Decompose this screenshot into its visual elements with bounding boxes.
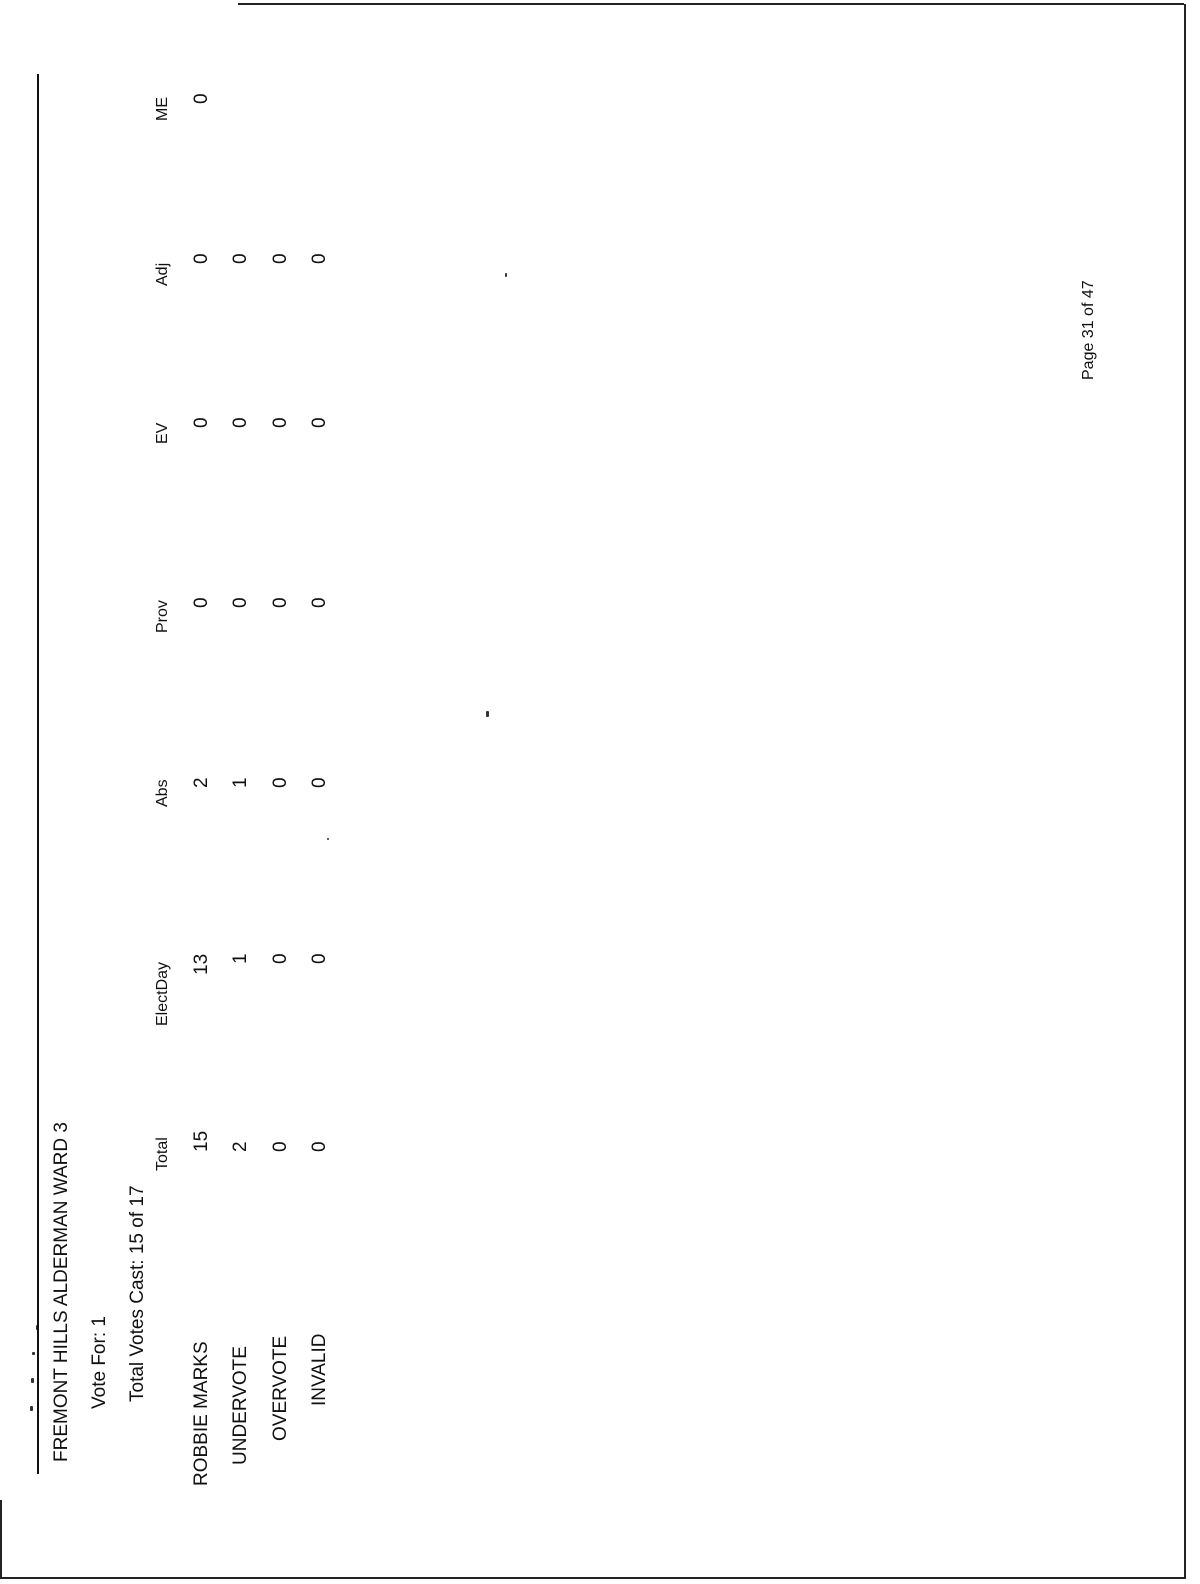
total-votes-cast: Total Votes Cast: 15 of 17 xyxy=(127,1185,148,1402)
cell-overvote-electday: 0 xyxy=(270,953,291,964)
cell-robbie-electday: 13 xyxy=(191,953,212,975)
column-header-prov: Prov xyxy=(154,600,171,633)
cell-robbie-me: 0 xyxy=(191,93,212,104)
cell-invalid-abs: 0 xyxy=(309,777,330,788)
cell-invalid-electday: 0 xyxy=(309,953,330,964)
cell-overvote-prov: 0 xyxy=(270,597,291,608)
row-label-invalid: INVALID xyxy=(309,1333,330,1406)
cell-robbie-ev: 0 xyxy=(191,417,212,428)
vote-for: Vote For: 1 xyxy=(89,1316,110,1409)
cell-overvote-abs: 0 xyxy=(270,777,291,788)
cell-undervote-adj: 0 xyxy=(230,253,251,264)
cell-invalid-prov: 0 xyxy=(309,597,330,608)
column-header-adj: Adj xyxy=(154,262,171,286)
cell-undervote-ev: 0 xyxy=(230,417,251,428)
cell-undervote-abs: 1 xyxy=(230,777,251,788)
row-label-overvote: OVERVOTE xyxy=(270,1335,291,1441)
cell-undervote-electday: 1 xyxy=(230,953,251,964)
column-header-abs: Abs xyxy=(154,779,171,807)
cell-robbie-abs: 2 xyxy=(191,777,212,788)
column-header-total: Total xyxy=(154,1137,171,1171)
cell-overvote-total: 0 xyxy=(270,1141,291,1152)
cell-invalid-ev: 0 xyxy=(309,417,330,428)
cell-robbie-adj: 0 xyxy=(191,253,212,264)
row-label-undervote: UNDERVOTE xyxy=(230,1346,251,1465)
cell-robbie-prov: 0 xyxy=(191,597,212,608)
contest-title: FREMONT HILLS ALDERMAN WARD 3 xyxy=(51,1122,72,1462)
cell-undervote-total: 2 xyxy=(230,1141,251,1152)
cell-overvote-ev: 0 xyxy=(270,417,291,428)
column-header-me: ME xyxy=(154,97,171,121)
cell-overvote-adj: 0 xyxy=(270,253,291,264)
cell-robbie-total: 15 xyxy=(191,1130,212,1152)
cell-invalid-total: 0 xyxy=(309,1141,330,1152)
page-number: Page 31 of 47 xyxy=(1080,280,1097,380)
column-header-electday: ElectDay xyxy=(154,961,171,1026)
header-rule xyxy=(37,74,39,1474)
column-header-ev: EV xyxy=(154,422,171,444)
cell-invalid-adj: 0 xyxy=(309,253,330,264)
cell-undervote-prov: 0 xyxy=(230,597,251,608)
row-label-robbie-marks: ROBBIE MARKS xyxy=(191,1341,212,1486)
